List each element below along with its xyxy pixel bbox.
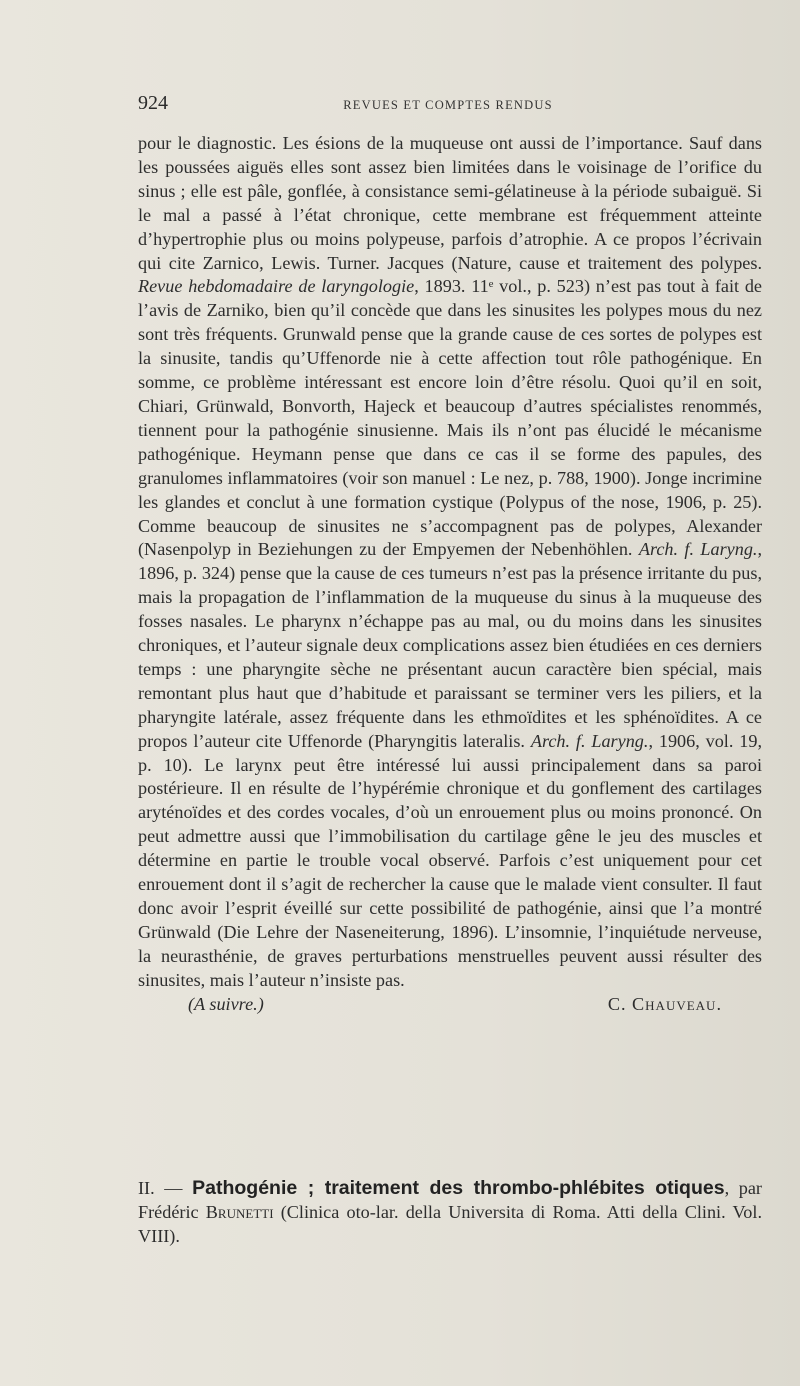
text-segment: , 1896, p. 324) pense que la cause de ces tumeurs n’est pas la présence irritante du pus, mais la propagation de l’inflammation de la muqueuse du sinus à la muqueuse des fosses nasales. Le pharynx n’échappe pas au mal, ou du moins dans les sinusites chroniques, et l’auteur signale deux complications assez bien étudiées en ces derniers temps : une pharyngite sèche ne présentant aucun caractère bien spécial, mais remontant plus haut que d’habitude et paraissant se terminer vers les piliers, et la pharyngite latérale, assez fréquente dans les ethmoïdites et les sphénoïdites. A ce propos l’auteur cite Uffenorde (Pharyngitis lateralis. [138, 539, 763, 751]
review-body [138, 132, 762, 1017]
page-header [138, 92, 758, 120]
to-be-continued: (A suivre.) [188, 993, 264, 1014]
running-title: REVUES ET COMPTES RENDUS [343, 98, 553, 112]
article-title: Pathogénie ; traitement des thrombo-phlébites otiques [192, 1177, 725, 1199]
page-number: 924 [138, 92, 168, 114]
journal-title: Revue hebdomadaire de laryngologie [138, 276, 415, 297]
text-segment: , 1906, vol. 19, p. 10). Le larynx peut être intéressé lui aussi principalement dans sa paroi postérieure. Il en résulte de l’hypérémie chronique et du gonflement des cartilages aryténoïdes et des cordes vocales, d’où un enrouement plus ou moins prononcé. On peut admettre aussi que l’immobilisation du cartilage gêne le jeu des muscles et détermine en partie le trouble vocal observé. Parfois c’est uniquement pour cet enrouement dont il s’agit de rechercher la cause que le malade vient consulter. Il faut donc avoir l’esprit éveillé sur cette possibilité de pathogénie, ainsi que l’a montré Grünwald (Die Lehre der Naseneiterung, 1896). L’insomnie, l’inquiétude nerveuse, la neurasthénie, de graves perturbations menstruelles peuvent aussi résulter des sinusites, mais l’auteur n’insiste pas. [138, 730, 762, 990]
review-author: C. Chauveau. [607, 993, 722, 1014]
article-number: II. — [138, 1178, 193, 1198]
text-segment: pour le diagnostic. Les ésions de la muqueuse ont aussi de l’importance. Sauf dans les poussées aiguës elles sont assez bien limitées dans le voisinage de l’orifice du sinus ; elle est pâle, gonflée, à consistance semi-gélatineuse à la période subaiguë. Si le mal a passé à l’état chronique, cette membrane est fréquemment atteinte d’hypertrophie plus ou moins polypeuse, parfois d’atrophie. A ce propos l’écrivain qui cite Zarnico, Lewis. Turner. Jacques (Nature, cause et traitement des polypes. [138, 133, 762, 273]
journal-title: Arch. f. Laryng. [638, 539, 758, 560]
review-paragraph [138, 132, 762, 993]
article-source: (Clinica oto-lar. della Universita di Roma. Atti della Clini. Vol. VIII). [138, 1202, 763, 1246]
next-article [138, 1176, 762, 1248]
article-author: Brunetti [205, 1202, 274, 1222]
text-segment: , 1893. 11ᵉ vol., p. 523) n’est pas tout à fait de l’avis de Zarniko, bien qu’il concède que dans les sinusites les polypes mous du nez sont très fréquents. Grunwald pense que la grande cause de ces sortes de polypes est la sinusite, tandis qu’Uffenorde nie à cette affection tout rôle pathogénique. En somme, ce problème intéressant est encore loin d’être résolu. Quoi qu’il en soit, Chiari, Grünwald, Bonvorth, Hajeck et beaucoup d’autres spécialistes renommés, tiennent pour la pathogénie sinusienne. Mais ils n’ont pas élucidé le mécanisme pathogénique. Heymann pense que dans ce cas il se forme des papules, des granulomes inflammatoires (voir son manuel : Le nez, p. 788, 1900). Jonge incrimine les glandes et conclut à une formation cystique (Polypus of the nose, 1906, p. 25). Comme beaucoup de sinusites ne s’accompagnent pas de polypes, Alexander (Nasenpolyp in Beziehungen zu der Empyemen der Nebenhöhlen. [138, 276, 762, 560]
article-by: , par Frédéric [138, 1178, 762, 1222]
journal-title: Arch. f. Laryng. [530, 730, 649, 751]
signoff-line [138, 993, 762, 1017]
